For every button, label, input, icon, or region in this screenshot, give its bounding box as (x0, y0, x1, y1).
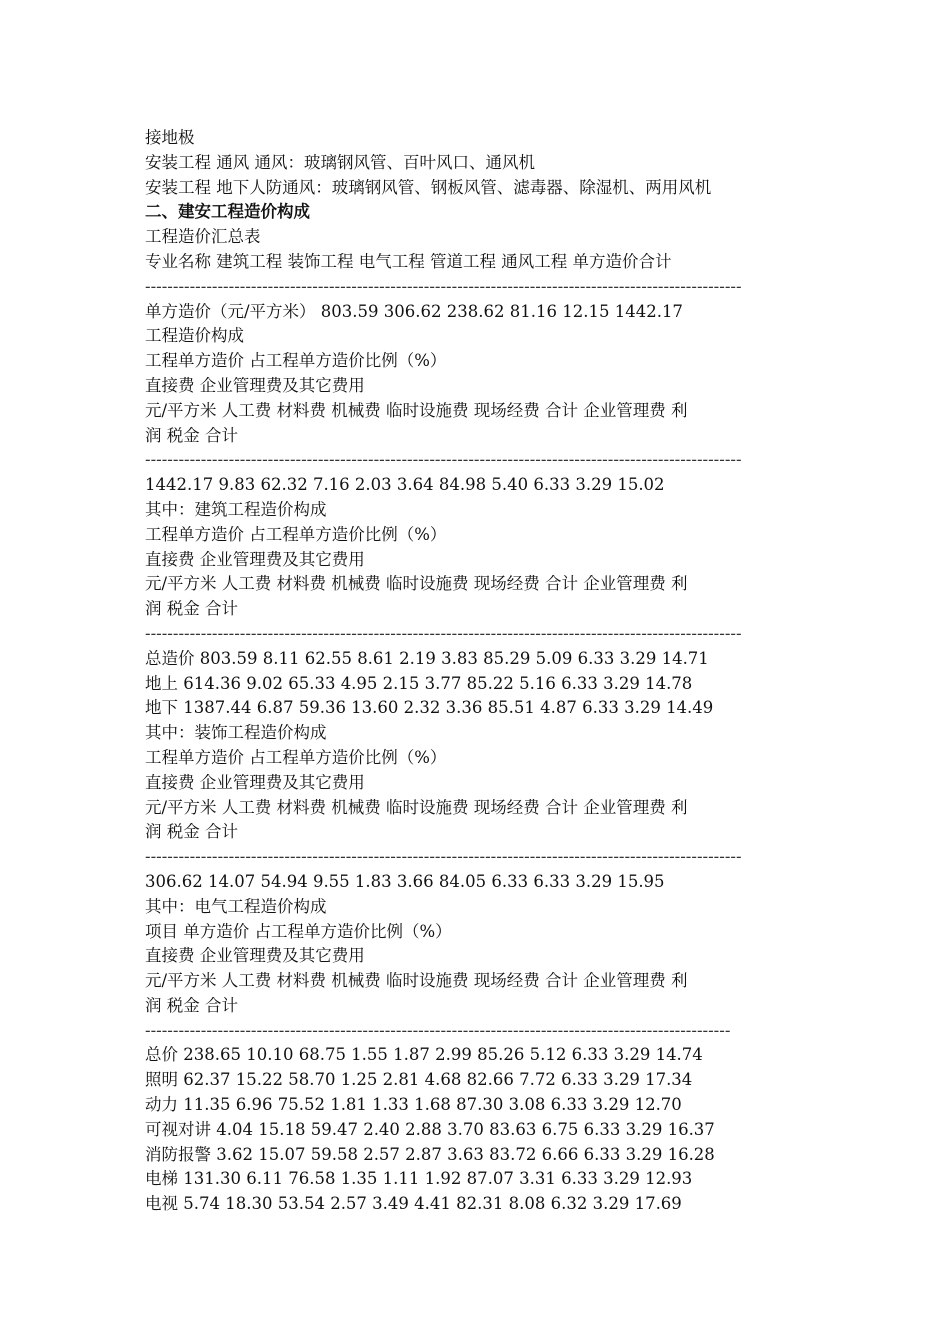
text-line: 单方造价（元/平方米） 803.59 306.62 238.62 81.16 12.15 1442.17 (145, 301, 683, 321)
text-line: 元/平方米 人工费 材料费 机械费 临时设施费 现场经费 合计 企业管理费 利 (145, 574, 688, 594)
text-line: 地上 614.36 9.02 65.33 4.95 2.15 3.77 85.22 5.16 6.33 3.29 14.78 (145, 673, 693, 693)
text-line: 照明 62.37 15.22 58.70 1.25 2.81 4.68 82.66 7.72 6.33 3.29 17.34 (145, 1070, 693, 1090)
text-line: 其中：电气工程造价构成 (145, 896, 327, 916)
table-rule: --------------------------------------------------------------------------------------------------------- (145, 1020, 731, 1040)
text-line: 总价 238.65 10.10 68.75 1.55 1.87 2.99 85.26 5.12 6.33 3.29 14.74 (145, 1045, 703, 1065)
table-rule: ----------------------------------------------------------------------------------------------------------- (145, 276, 742, 296)
text-line: 直接费 企业管理费及其它费用 (145, 772, 365, 792)
text-line: 元/平方米 人工费 材料费 机械费 临时设施费 现场经费 合计 企业管理费 利 (145, 797, 688, 817)
section-heading: 二、建安工程造价构成 (145, 202, 310, 222)
text-line: 地下 1387.44 6.87 59.36 13.60 2.32 3.36 85.51 4.87 6.33 3.29 14.49 (145, 698, 714, 718)
text-line: 电梯 131.30 6.11 76.58 1.35 1.11 1.92 87.07 3.31 6.33 3.29 12.93 (145, 1169, 693, 1189)
text-line: 直接费 企业管理费及其它费用 (145, 375, 365, 395)
text-line: 直接费 企业管理费及其它费用 (145, 549, 365, 569)
text-line: 安装工程 地下人防通风：玻璃钢风管、钢板风管、滤毒器、除湿机、两用风机 (145, 177, 712, 197)
text-line: 润 税金 合计 (145, 425, 238, 445)
text-line: 306.62 14.07 54.94 9.55 1.83 3.66 84.05 6.33 6.33 3.29 15.95 (145, 871, 665, 891)
text-line: 动力 11.35 6.96 75.52 1.81 1.33 1.68 87.30 3.08 6.33 3.29 12.70 (145, 1095, 682, 1115)
text-line: 工程单方造价 占工程单方造价比例（%） (145, 351, 447, 371)
document-body (145, 126, 810, 1217)
text-line: 其中：装饰工程造价构成 (145, 723, 327, 743)
text-line: 工程造价汇总表 (145, 227, 261, 247)
text-line: 工程单方造价 占工程单方造价比例（%） (145, 524, 447, 544)
text-line: 工程造价构成 (145, 326, 244, 346)
text-line: 润 税金 合计 (145, 822, 238, 842)
table-rule: ----------------------------------------------------------------------------------------------------------- (145, 450, 742, 470)
text-line: 润 税金 合计 (145, 995, 238, 1015)
text-line: 项目 单方造价 占工程单方造价比例（%） (145, 921, 452, 941)
text-line: 总造价 803.59 8.11 62.55 8.61 2.19 3.83 85.29 5.09 6.33 3.29 14.71 (145, 648, 709, 668)
text-line: 接地极 (145, 128, 195, 147)
text-line: 专业名称 建筑工程 装饰工程 电气工程 管道工程 通风工程 单方造价合计 (145, 251, 672, 271)
text-line: 1442.17 9.83 62.32 7.16 2.03 3.64 84.98 5.40 6.33 3.29 15.02 (145, 475, 665, 495)
text-line: 可视对讲 4.04 15.18 59.47 2.40 2.88 3.70 83.63 6.75 6.33 3.29 16.37 (145, 1119, 715, 1139)
text-line: 元/平方米 人工费 材料费 机械费 临时设施费 现场经费 合计 企业管理费 利 (145, 971, 688, 991)
table-rule: ----------------------------------------------------------------------------------------------------------- (145, 623, 742, 643)
text-line: 工程单方造价 占工程单方造价比例（%） (145, 747, 447, 767)
text-line: 直接费 企业管理费及其它费用 (145, 946, 365, 966)
text-line: 电视 5.74 18.30 53.54 2.57 3.49 4.41 82.31 8.08 6.32 3.29 17.69 (145, 1194, 682, 1214)
text-line: 元/平方米 人工费 材料费 机械费 临时设施费 现场经费 合计 企业管理费 利 (145, 400, 688, 420)
text-line: 润 税金 合计 (145, 599, 238, 619)
text-line: 安装工程 通风 通风：玻璃钢风管、百叶风口、通风机 (145, 152, 535, 172)
text-line: 消防报警 3.62 15.07 59.58 2.57 2.87 3.63 83.72 6.66 6.33 3.29 16.28 (145, 1144, 715, 1164)
table-rule: ----------------------------------------------------------------------------------------------------------- (145, 847, 742, 867)
text-line: 其中：建筑工程造价构成 (145, 499, 327, 519)
